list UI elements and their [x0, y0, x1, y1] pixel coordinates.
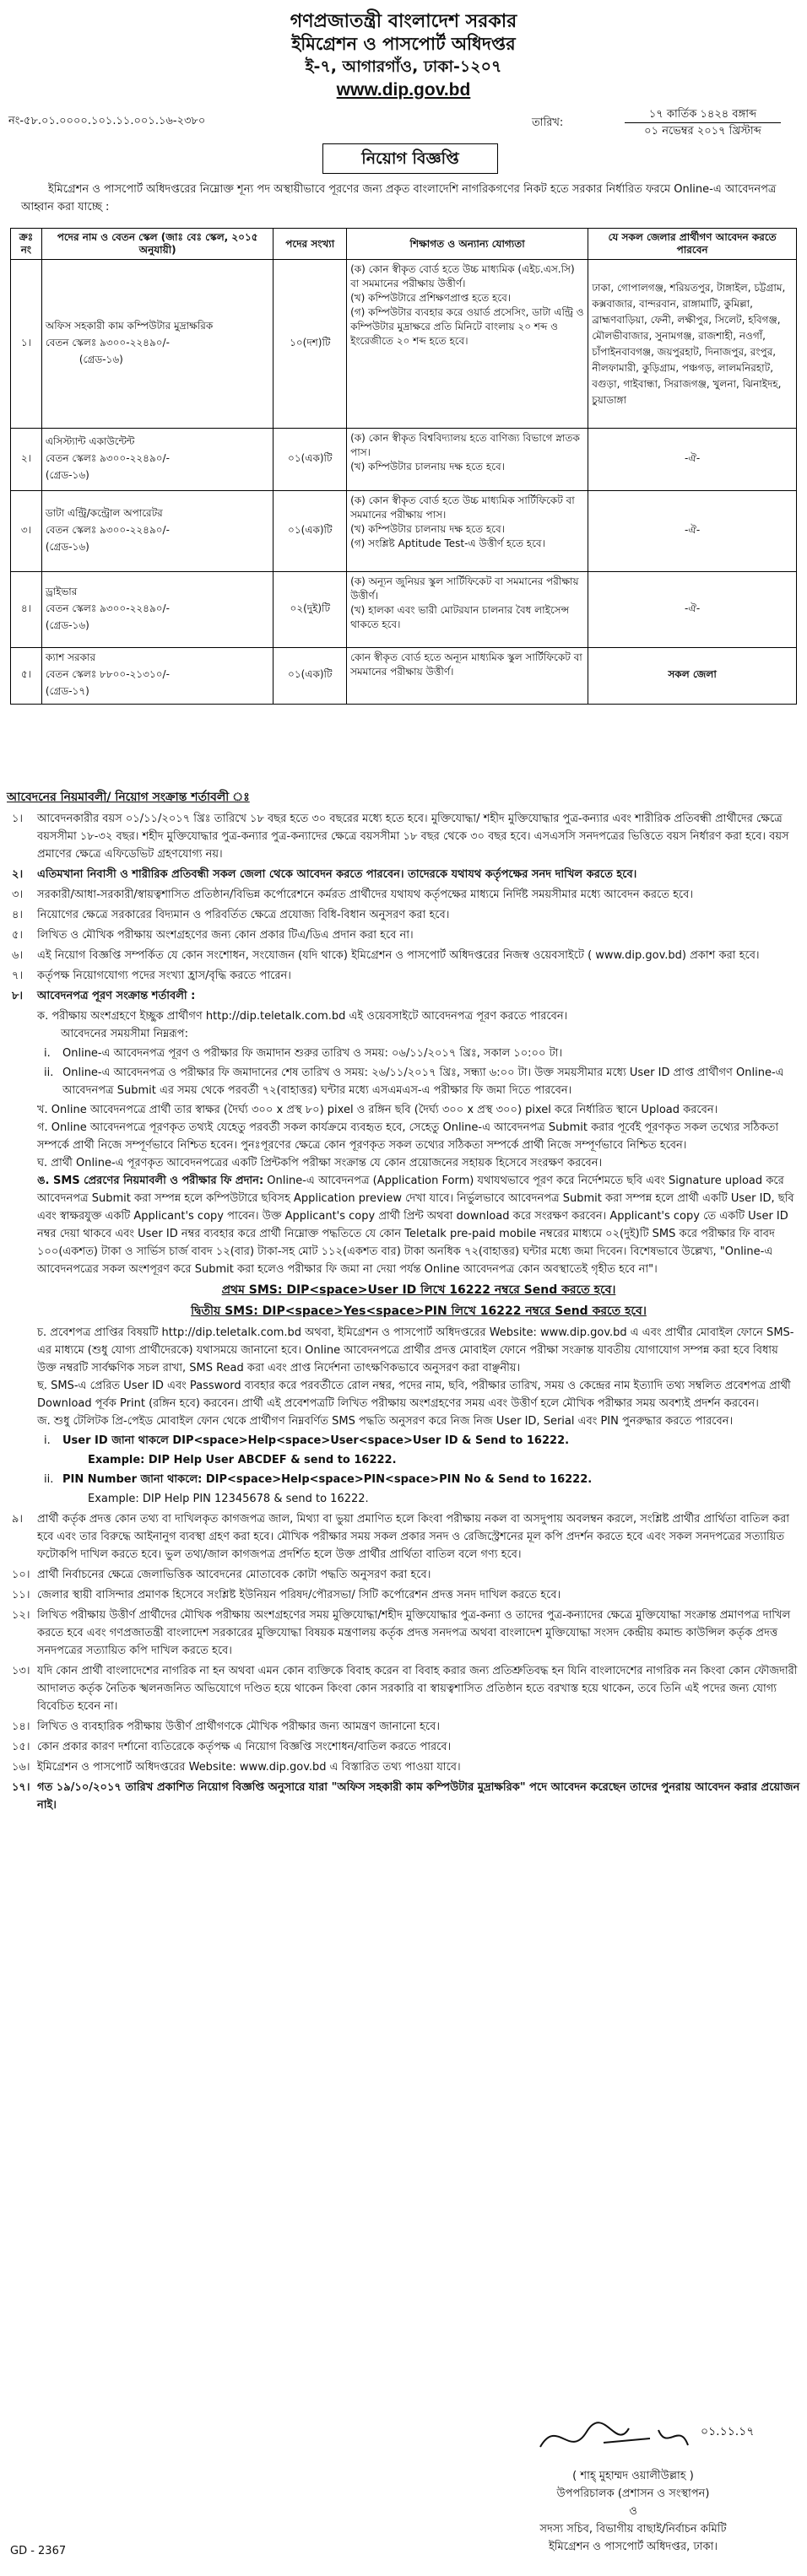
item-number: ১১।	[12, 1589, 30, 1601]
item-text: PIN Number জানা থাকলে: DIP<space>Help<space>PIN<space>PIN No & Send to 16222.	[62, 1473, 593, 1486]
step-ga: গ. Online আবেদনপত্রে পূরণকৃত তথ্যই যেহেতু পরবর্তী সকল কার্যক্রমে ব্যবহৃত হবে, সেহেতু Online-এ আবেদনপত্র Submit করার পূর্বেই পূরণকৃত সকল তথ্যের সঠিকতা সম্পর্কে প্রার্থী নিজে সম্পূর্ণভাবে নিশ্চিত হবেন। পুনঃপূরণের ক্ষেত্রে কোন পূরণকৃত সকল তথ্যের সঠিকতা সম্পর্কে প্রার্থী নিজে সম্পূর্ণভাবে নিশ্চিত হবেন।	[37, 1121, 779, 1152]
post-name: ড্রাইভার	[45, 585, 78, 597]
item-number: ১০।	[12, 1569, 30, 1581]
list-item	[7, 1586, 800, 1604]
signature-block	[473, 2413, 793, 2556]
signatory-and: ও	[629, 2505, 637, 2518]
list-item	[7, 1662, 800, 1715]
department-name: ইমিগ্রেশন ও পাসপোর্ট অধিদপ্তর	[291, 34, 516, 54]
post-qualification	[347, 648, 588, 705]
item-text: User ID জানা থাকলে DIP<space>Help<space>User<space>User ID & Send to 16222.	[62, 1434, 570, 1447]
post-count: ০১(এক)টি	[274, 648, 347, 705]
list-item	[7, 886, 800, 904]
item-text: কোন প্রকার কারণ দর্শানো ব্যতিরেকে কর্তৃপক্ষ এ নিয়োগ বিজ্ঞপ্তি সংশোধন/বাতিল করতে পারবে।	[37, 1741, 452, 1753]
col-qualification: শিক্ষাগত ও অন্যান্য যোগ্যতা	[347, 229, 588, 260]
signatory-designation-2: সদস্য সচিব, বিভাগীয় বাছাই/নির্বাচন কমিটি	[539, 2523, 727, 2535]
list-item	[7, 1566, 800, 1584]
step-lead: ঙ. SMS প্রেরণের নিয়মাবলী ও পরীক্ষার ফি প্রদান:	[37, 1175, 264, 1187]
item-number: ১২।	[12, 1609, 30, 1622]
step-umo	[37, 1172, 800, 1278]
post-grade: (গ্রেড-১৬)	[45, 468, 89, 481]
item-number: ৯।	[12, 1513, 24, 1526]
step-ka: ক. পরীক্ষায় অংশগ্রহণে ইচ্ছুক প্রার্থীগণ http://dip.teletalk.com.bd এই ওয়েবসাইটে আবেদনপত্র পূরণ করতে পারবেন।	[37, 1010, 568, 1023]
row-post	[41, 648, 274, 705]
item-text: প্রার্থী কর্তৃক প্রদত্ত কোন তথ্য বা দাখিলকৃত কাগজপত্র জাল, মিথ্যা বা ভুয়া প্রমাণিত হলে কিংবা পরীক্ষায় নকল বা অসদুপায় অবলম্বন করলে, সংশ্লিষ্ট প্রার্থীর প্রার্থিতা বাতিল করা হবে এবং তার বিরুদ্ধে আইনানুগ ব্যবস্থা গ্রহণ করা হবে। মৌখিক পরীক্ষার সময় সকল প্রকার সনদ ও রেজিস্ট্রেশনের মূল কপি প্রদর্শন করতে হবে এবং সকল সনদপত্রের সত্যায়িত ফটোকপি দাখিল করতে হবে। ভুল তথ্য/জাল কাগজপত্র প্রদর্শিত হলে উক্ত প্রার্থীর প্রার্থিতা বাতিল বলে গণ্য হবে।	[37, 1513, 790, 1561]
row-post	[41, 429, 274, 491]
table-row	[11, 491, 797, 572]
item-text: সরকারী/আধা-সরকারী/স্বায়ত্বশাসিত প্রতিষ্ঠান/বিভিন্ন কর্পোরেশনে কর্মরত প্রার্থীদের যথাযথ কর্তৃপক্ষের মাধ্যমে নির্দিষ্ট সময়সীমার মধ্যে আবেদন করতে হবে।	[37, 888, 694, 901]
row-serial: ৪।	[11, 572, 42, 648]
item-number: ১৪।	[12, 1720, 30, 1733]
item-number: ৮।	[12, 990, 24, 1002]
post-districts: -ঐ-	[588, 491, 797, 572]
qual-item: কোন স্বীকৃত বোর্ড হতে অন্যূন মাধ্যমিক স্কুল সার্টিফিকেট বা সমমানের পরীক্ষায় উত্তীর্ণ।	[350, 651, 582, 678]
row-serial: ৩।	[11, 491, 42, 572]
post-scale: বেতন স্কেলঃ ৯৩০০-২২৪৯০/-	[45, 451, 170, 464]
col-serial: ক্রঃ নং	[11, 229, 42, 260]
item-text: Online-এ আবেদনপত্র পূরণ ও পরীক্ষার ফি জমাদান শুরুর তারিখ ও সময়: ০৬/১১/২০১৭ খ্রিঃ, সকাল ১০:০০ টা।	[62, 1047, 563, 1060]
item-number: ১৭।	[12, 1781, 30, 1794]
date-label: তারিখ:	[532, 116, 564, 129]
post-qualification	[347, 429, 588, 491]
post-qualification	[347, 572, 588, 648]
item-text: আবেদনপত্র পূরণ সংক্রান্ত শর্তাবলী :	[37, 990, 196, 1002]
roman-numeral: i.	[44, 1434, 51, 1447]
row-post	[41, 491, 274, 572]
item-text: আবেদনকারীর বয়স ০১/১১/২০১৭ খ্রিঃ তারিখে ১৮ বছর হতে ৩০ বছরের মধ্যে হতে হবে। মুক্তিযোদ্ধা/ শহীদ মুক্তিযোদ্ধার পুত্র-কন্যার এবং শারীরিক প্রতিবন্ধী প্রার্থীদের ক্ষেত্রে বয়সসীমা ১৮-৩২ বছর। শহীদ মুক্তিযোদ্ধার পুত্র-কন্যার পুত্র-কন্যাদের ক্ষেত্রে বয়সসীমা ১৮ বছর থেকে ৩০ বছর হবে। এসএসসি সনদপত্রের ভিত্তিতে বয়স নির্ধারণ করা হবে। বয়স প্রমাণের ক্ষেত্রে এফিডেভিট গ্রহণযোগ্য নয়।	[37, 813, 789, 861]
qual-item: (গ) সংশ্লিষ্ট Aptitude Test-এ উত্তীর্ণ হতে হবে।	[350, 537, 545, 549]
list-item	[7, 1510, 800, 1563]
qual-item: (ক) কোন স্বীকৃত বোর্ড হতে উচ্চ মাধ্যমিক সার্টিফিকেট বা সমমানের পরীক্ষায় পাস।	[350, 494, 575, 521]
qual-item: (ক) অন্যূন জুনিয়র স্কুল সার্টিফিকেট বা সমমানের পরীক্ষায় উত্তীর্ণ।	[350, 575, 579, 602]
list-item	[7, 810, 800, 863]
item-number: ৬।	[12, 949, 24, 962]
govt-name: গণপ্রজাতন্ত্রী বাংলাদেশ সরকার	[290, 11, 517, 32]
recovery-example: Example: DIP Help PIN 12345678 & send to 16222.	[88, 1493, 369, 1505]
step-cha: চ. প্রবেশপত্র প্রাপ্তির বিষয়টি http://dip.teletalk.com.bd অথবা, ইমিগ্রেশন ও পাসপোর্ট অধিদপ্তরের Website: www.dip.gov.bd এ এবং প্রার্থীর মোবাইল ফোনে SMS-এর মাধ্যমে (শুধু যোগ্য প্রার্থীদেরকে) যথাসময়ে জানানো হবে। Online আবেদনপত্রে প্রার্থীর প্রদত্ত মোবাইল ফোনে পরীক্ষা সংক্রান্ত যাবতীয় যোগাযোগ সম্পন্ন করা হবে বিধায় উক্ত নম্বরটি সার্বক্ষণিক সচল রাখা, SMS Read করা এবং প্রাপ্ত নির্দেশনা তাৎক্ষণিকভাবে অনুসরণ করা বাঞ্ছনীয়।	[37, 1326, 794, 1374]
item-number: ৩।	[12, 888, 24, 901]
list-item	[7, 1718, 800, 1736]
list-item	[7, 866, 800, 883]
post-name: ক্যাশ সরকার	[45, 651, 96, 663]
post-districts: -ঐ-	[588, 572, 797, 648]
item-text: লিখিত পরীক্ষায় উত্তীর্ণ প্রার্থীদের মৌখিক পরীক্ষায় অংশগ্রহণের সময় মুক্তিযোদ্ধা/শহীদ মুক্তিযোদ্ধার পুত্র-কন্যা ও তাদের পুত্র-কন্যাদের ক্ষেত্রে মুক্তিযোদ্ধা সংক্রান্ত প্রমাণপত্র দাখিল করতে হবে এবং গণপ্রজাতন্ত্রী বাংলাদেশ সরকারের মুক্তিযোদ্ধা বিষয়ক মন্ত্রণালয় কর্তৃক প্রদত্ত সনদপত্র অথবা বাংলাদেশ মুক্তিযোদ্ধা সংসদ কেন্দ্রীয় কমান্ড কাউন্সিল কর্তৃক প্রদত্ত সনদপত্রের সত্যায়িত কপি দাখিল করতে হবে।	[37, 1609, 791, 1657]
item-text: গত ১৯/১০/২০১৭ তারিখ প্রকাশিত নিয়োগ বিজ্ঞপ্তি অনুসারে যারা "অফিস সহকারী কাম কম্পিউটার মুদ্রাক্ষরিক" পদে আবেদন করেছেন তাদের পুনরায় আবেদন করার প্রয়োজন নাই।	[37, 1781, 800, 1812]
step-kha: খ. Online আবেদনপত্রে প্রার্থী তার স্বাক্ষর (দৈর্ঘ্য ৩০০ x প্রস্থ ৮০) pixel ও রঙ্গিন ছবি (দৈর্ঘ্য ৩০০ x প্রস্থ ৩০০) pixel করে নির্ধারিত স্থানে Upload করবেন।	[37, 1104, 718, 1116]
list-item	[7, 1758, 800, 1776]
item-text: যদি কোন প্রার্থী বাংলাদেশের নাগরিক না হন অথবা এমন কোন ব্যক্তিকে বিবাহ করেন বা বিবাহ করার জন্য প্রতিশ্রুতিবদ্ধ হন যিনি বাংলাদেশের নাগরিক নন কিংবা কোন ফৌজদারী আদালত কর্তৃক নৈতিক স্খলনজনিত অভিযোগে দণ্ডিত হয়ে থাকেন কিংবা কোন সরকারি বা স্বায়ত্বশাসিত প্রতিষ্ঠান হতে বরখাস্ত হয়ে থাকেন, তবে তিনি এই পদের জন্য যোগ্য বিবেচিত হবেন না।	[37, 1665, 798, 1713]
item-number: ৫।	[12, 929, 24, 942]
application-rules	[7, 789, 800, 1817]
post-count: ০২(দুই)টি	[274, 572, 347, 648]
post-districts: ঢাকা, গোপালগঞ্জ, শরিয়তপুর, টাঙ্গাইল, চট্টগ্রাম, কক্সবাজার, বান্দরবান, রাঙ্গামাটি, কুমিল্লা, ব্রাহ্মণবাড়িয়া, ফেনী, লক্ষীপুর, সিলেট, হবিগঞ্জ, মৌলভীবাজার, সুনামগঞ্জ, রাজশাহী, নওগাঁ, চাঁপাইনবাবগঞ্জ, জয়পুরহাট, দিনাজপুর, রংপুর, নীলফামারী, কুড়িগ্রাম, পঞ্চগড়, লালমনিরহাট, বগুড়া, গাইবান্ধা, সিরাজগঞ্জ, খুলনা, ঝিনাইদহ, চুয়াডাঙ্গা	[588, 260, 797, 429]
post-count: ০১(এক)টি	[274, 429, 347, 491]
post-scale: বেতন স্কেলঃ ৯৩০০-২২৪৯০/-	[45, 523, 170, 536]
row-post	[41, 572, 274, 648]
item-text: এতিমখানা নিবাসী ও শারীরিক প্রতিবন্ধী সকল জেলা থেকে আবেদন করতে পারবেন। তাদেরকে যথাযথ কর্তৃপক্ষের সনদ দাখিল করতে হবে।	[37, 868, 637, 881]
list-item	[7, 947, 800, 964]
item-text: প্রার্থী নির্বাচনের ক্ষেত্রে জেলাভিত্তিক আবেদনের মোতাবেক কোটা পদ্ধতি অনুসরণ করা হবে।	[37, 1569, 431, 1581]
timeline-label: আবেদনের সময়সীমা নিম্নরূপ:	[61, 1028, 188, 1040]
item-text: লিখিত ও ব্যবহারিক পরীক্ষায় উত্তীর্ণ প্রার্থীগণকে মৌখিক পরীক্ষার জন্য আমন্ত্রণ জানানো হবে।	[37, 1720, 440, 1733]
post-grade: (গ্রেড-১৬)	[79, 353, 123, 365]
post-districts: -ঐ-	[588, 429, 797, 491]
qual-item: (ক) কোন স্বীকৃত বিশ্ববিদ্যালয় হতে বাণিজ্য বিভাগে স্নাতক পাস।	[350, 432, 580, 458]
row-serial: ১।	[11, 260, 42, 429]
department-address: ই-৭, আগারগাঁও, ঢাকা-১২০৭	[305, 57, 502, 76]
item-number: ১৬।	[12, 1761, 30, 1774]
item-number: ৪।	[12, 909, 24, 921]
gd-code: GD - 2367	[10, 2545, 67, 2557]
post-name: ডাটা এন্ট্রি/কন্ট্রোল অপারেটর	[45, 506, 163, 519]
list-item	[7, 926, 800, 944]
list-item	[7, 967, 800, 985]
post-grade: (গ্রেড-১৭)	[45, 685, 89, 697]
post-districts: সকল জেলা	[588, 648, 797, 705]
table-row	[11, 572, 797, 648]
step-gha: ঘ. প্রার্থী Online-এ পূরণকৃত আবেদনপত্রের একটি প্রিন্টকপি পরীক্ষা সংক্রান্ত যে কোন প্রয়োজনের সহায়ক হিসেবে সংরক্ষণ করবেন।	[37, 1157, 603, 1169]
post-name: এসিস্ট্যান্ট একাউন্টেন্ট	[45, 435, 135, 447]
item-number: ১৩।	[12, 1665, 30, 1677]
memo-number: নং-৫৮.০১.০০০০.১০১.১১.০০১.১৬-২৩৮০	[8, 115, 206, 127]
post-name: অফিস সহকারী কাম কম্পিউটার মুদ্রাক্ষরিক	[45, 319, 214, 332]
post-count: ০১(এক)টি	[274, 491, 347, 572]
signature-date: ০১.১১.১৭	[701, 2425, 755, 2438]
col-post-count: পদের সংখ্যা	[274, 229, 347, 260]
list-item	[7, 1607, 800, 1660]
date-english: ০১ নভেম্বর ২০১৭ খ্রিস্টাব্দ	[644, 125, 761, 138]
rules-heading: আবেদনের নিয়মাবলী/ নিয়োগ সংক্রান্ত শর্তাবলী ঃ	[7, 791, 250, 804]
table-row	[11, 648, 797, 705]
qual-item: (খ) হালকা এবং ভারী মোটরযান চালনার বৈধ লাইসেন্স থাকতে হবে।	[350, 604, 570, 630]
list-item	[7, 1738, 800, 1756]
post-count: ১০(দশ)টি	[274, 260, 347, 429]
col-post-name: পদের নাম ও বেতন স্কেল (জাঃ বেঃ স্কেল, ২০১৫ অনুযায়ী)	[41, 229, 274, 260]
list-item	[7, 987, 800, 1005]
post-scale: বেতন স্কেলঃ ৯৩০০-২২৪৯০/-	[45, 336, 170, 348]
item-text: জেলার স্থায়ী বাসিন্দার প্রমাণক হিসেবে সংশ্লিষ্ট ইউনিয়ন পরিষদ/পৌরসভা/ সিটি কর্পোরেশন প্রদত্ত সনদ দাখিল করতে হবে।	[37, 1589, 561, 1601]
roman-numeral: i.	[44, 1047, 51, 1060]
roman-numeral: ii.	[44, 1067, 54, 1079]
row-serial: ২।	[11, 429, 42, 491]
sms-second: দ্বিতীয় SMS: DIP<space>Yes<space>PIN লিখে 16222 নম্বরে Send করতে হবে।	[191, 1304, 647, 1318]
item-number: ৭।	[12, 969, 24, 982]
item-number: ২।	[12, 868, 24, 881]
qual-item: (খ) কম্পিউটার চালনায় দক্ষ হতে হবে।	[350, 523, 505, 535]
item-number: ১।	[12, 813, 24, 825]
item-text: লিখিত ও মৌখিক পরীক্ষায় অংশগ্রহণের জন্য কোন প্রকার টিএ/ডিএ প্রদান করা হবে না।	[37, 929, 414, 942]
table-header-row	[11, 229, 797, 260]
step-cho: ছ. SMS-এ প্রেরিত User ID এবং Password ব্যবহার করে পরবর্তীতে রোল নম্বর, পদের নাম, ছবি, পরীক্ষার তারিখ, সময় ও কেন্দ্রের নাম ইত্যাদি তথ্য সম্বলিত প্রবেশপত্র প্রার্থী Download পূর্বক Print (রঙ্গিন হবে) করবেন। প্রার্থী এই প্রবেশপত্রটি লিখিত পরীক্ষায় অংশগ্রহণের সময় এবং উত্তীর্ণ হলে মৌখিক পরীক্ষার সময় অবশ্যই প্রদর্শন করবেন।	[37, 1380, 791, 1410]
post-qualification	[347, 491, 588, 572]
timeline-item	[37, 1064, 800, 1099]
recovery-example: Example: DIP Help User ABCDEF & send to 16222.	[88, 1454, 397, 1466]
qual-item: (গ) কম্পিউটার ব্যবহার করে ওয়ার্ড প্রসেসিং, ডাটা এন্ট্রি ও কম্পিউটার মুদ্রাক্ষরে প্রতি মিনিটে বাংলায় ২০ শব্দ ও ইংরেজীতে ২০ শব্দ হতে হবে।	[350, 306, 584, 347]
row-post	[41, 260, 274, 429]
signatory-organization: ইমিগ্রেশন ও পাসপোর্ট অধিদপ্তর, ঢাকা।	[549, 2541, 718, 2553]
timeline-item	[37, 1045, 800, 1062]
list-item	[7, 906, 800, 924]
item-number: ১৫।	[12, 1741, 30, 1753]
item-text: কর্তৃপক্ষ নিয়োগযোগ্য পদের সংখ্যা হ্রাস/বৃদ্ধি করতে পারেন।	[37, 969, 291, 982]
post-grade: (গ্রেড-১৬)	[45, 618, 89, 631]
post-grade: (গ্রেড-১৬)	[45, 540, 89, 553]
signatory-designation: উপপরিচালক (প্রশাসন ও সংস্থাপন)	[556, 2487, 710, 2500]
row-serial: ৫।	[11, 648, 42, 705]
item-text: নিয়োগের ক্ষেত্রে সরকারের বিদ্যমান ও পরিবর্তিত ক্ষেত্রে প্রযোজ্য বিধি-বিধান অনুসরণ করা হবে।	[37, 909, 450, 921]
item-text: Online-এ আবেদনপত্র ও পরীক্ষার ফি জমাদানের শেষ তারিখ ও সময়: ২৬/১১/২০১৭ খ্রিঃ, সন্ধ্যা ৬:০০ টা। উক্ত সময়সীমার মধ্যে User ID প্রাপ্ত প্রার্থীগণ Online-এ আবেদনপত্র Submit এর সময় থেকে পরবর্তী ৭২(বাহাত্তর) ঘন্টার মধ্যে এসএমএস-এ পরীক্ষার ফি জমা দিতে পারবেন।	[62, 1067, 784, 1097]
notice-intro: ইমিগ্রেশন ও পাসপোর্ট অধিদপ্তরের নিম্নোক্ত শূন্য পদ অস্থায়ীভাবে পূরণের জন্য প্রকৃত বাংলাদেশি নাগরিকগণের নিকট হতে সরকার নির্ধারিত ফরমে Online-এ আবেদনপত্র আহ্বান করা যাচ্ছে :	[21, 183, 777, 213]
item-text: ইমিগ্রেশন ও পাসপোর্ট অধিদপ্তরের Website: www.dip.gov.bd এ বিস্তারিত তথ্য পাওয়া যাবে।	[37, 1761, 461, 1774]
department-website[interactable]: www.dip.gov.bd	[336, 80, 471, 100]
qual-item: (খ) কম্পিউটার চালনায় দক্ষ হতে হবে।	[350, 461, 505, 473]
table-row	[11, 260, 797, 429]
application-steps	[7, 1007, 800, 1508]
qual-item: (খ) কম্পিউটারে প্রশিক্ষণপ্রাপ্ত হতে হবে।	[350, 292, 512, 304]
post-scale: বেতন স্কেলঃ ৮৮০০-২১৩১০/-	[45, 668, 170, 680]
step-text: Online-এ আবেদনপত্র (Application Form) যথাযথভাবে পূরণ করে নির্দেশমতে ছবি এবং Signature upload করে আবেদনপত্র Submit করা সম্পন্ন হলে কম্পিউটারে ছবিসহ Application preview দেখা যাবে। নির্ভুলভাবে আবেদনপত্র Submit করা সম্পন্ন হলে প্রার্থী একটি User ID, ছবি এবং স্বাক্ষরযুক্ত একটি Applicant's copy পাবেন। উক্ত Applicant's copy প্রার্থী প্রিন্ট অথবা download করে সংরক্ষণ করবেন। Applicant's copy তে একটি User ID নম্বর দেয়া থাকবে এবং User ID নম্বর ব্যবহার করে প্রার্থী নিম্নোক্ত পদ্ধতিতে যে কোন Teletalk pre-paid mobile নম্বরের মাধ্যমে ০২(দুই)টি SMS করে পরীক্ষার ফি বাবদ ১০০(একশত) টাকা ও সার্ভিস চার্জ বাবদ ১২(বার) টাকা-সহ মোট ১১২(একশত বার) টাকা অনধিক ৭২(বাহাত্তর) ঘন্টার মধ্যে জমা দিবেন। বিশেষভাবে উল্লেখ্য, "Online-এ আবেদনপত্রের সকল অংশপূরণ করে Submit করা হলেও পরীক্ষার ফি জমা না দেয়া পর্যন্ত Online আবেদনপত্র কোন অবস্থাতেই গৃহীত হবে না"।	[37, 1175, 794, 1276]
date-bangla: ১৭ কার্তিক ১৪২৪ বঙ্গাব্দ	[625, 106, 781, 123]
table-row	[11, 429, 797, 491]
post-scale: বেতন স্কেলঃ ৯৩০০-২২৪৯০/-	[45, 602, 170, 614]
signatory-name: ( শাহ্ মুহাম্মদ ওয়ালীউল্লাহ )	[572, 2470, 694, 2482]
sms-first: প্রথম SMS: DIP<space>User ID লিখে 16222 নম্বরে Send করতে হবে।	[221, 1283, 616, 1297]
notice-title: নিয়োগ বিজ্ঞপ্তি	[322, 143, 498, 174]
vacancy-table	[10, 228, 797, 705]
recovery-item	[37, 1432, 800, 1450]
roman-numeral: ii.	[44, 1473, 54, 1486]
item-text: এই নিয়োগ বিজ্ঞপ্তি সম্পর্কিত যে কোন সংশোধন, সংযোজন (যদি থাকে) ইমিগ্রেশন ও পাসপোর্ট অধিদপ্তরের নিজস্ব ওয়েবসাইটে ( www.dip.gov.bd) প্রকাশ করা হবে।	[37, 949, 760, 962]
letterhead	[0, 10, 807, 101]
qual-item: (ক) কোন স্বীকৃত বোর্ড হতে উচ্চ মাধ্যমিক (এইচ.এস.সি) বা সমমানের পরীক্ষায় উত্তীর্ণ।	[350, 263, 575, 289]
col-eligible-districts: যে সকল জেলার প্রার্থীগণ আবেদন করতে পারবেন	[588, 229, 797, 260]
step-ja: জ. শুধু টেলিটক প্রি-পেইড মোবাইল ফোন থেকে প্রার্থীগণ নিম্নবর্ণিত SMS পদ্ধতি অনুসরণ করে নিজ নিজ User ID, Serial এবং PIN পুনরুদ্ধার করতে পারবেন।	[37, 1415, 734, 1428]
list-item	[7, 1779, 800, 1814]
recovery-item	[37, 1471, 800, 1488]
post-qualification	[347, 260, 588, 429]
